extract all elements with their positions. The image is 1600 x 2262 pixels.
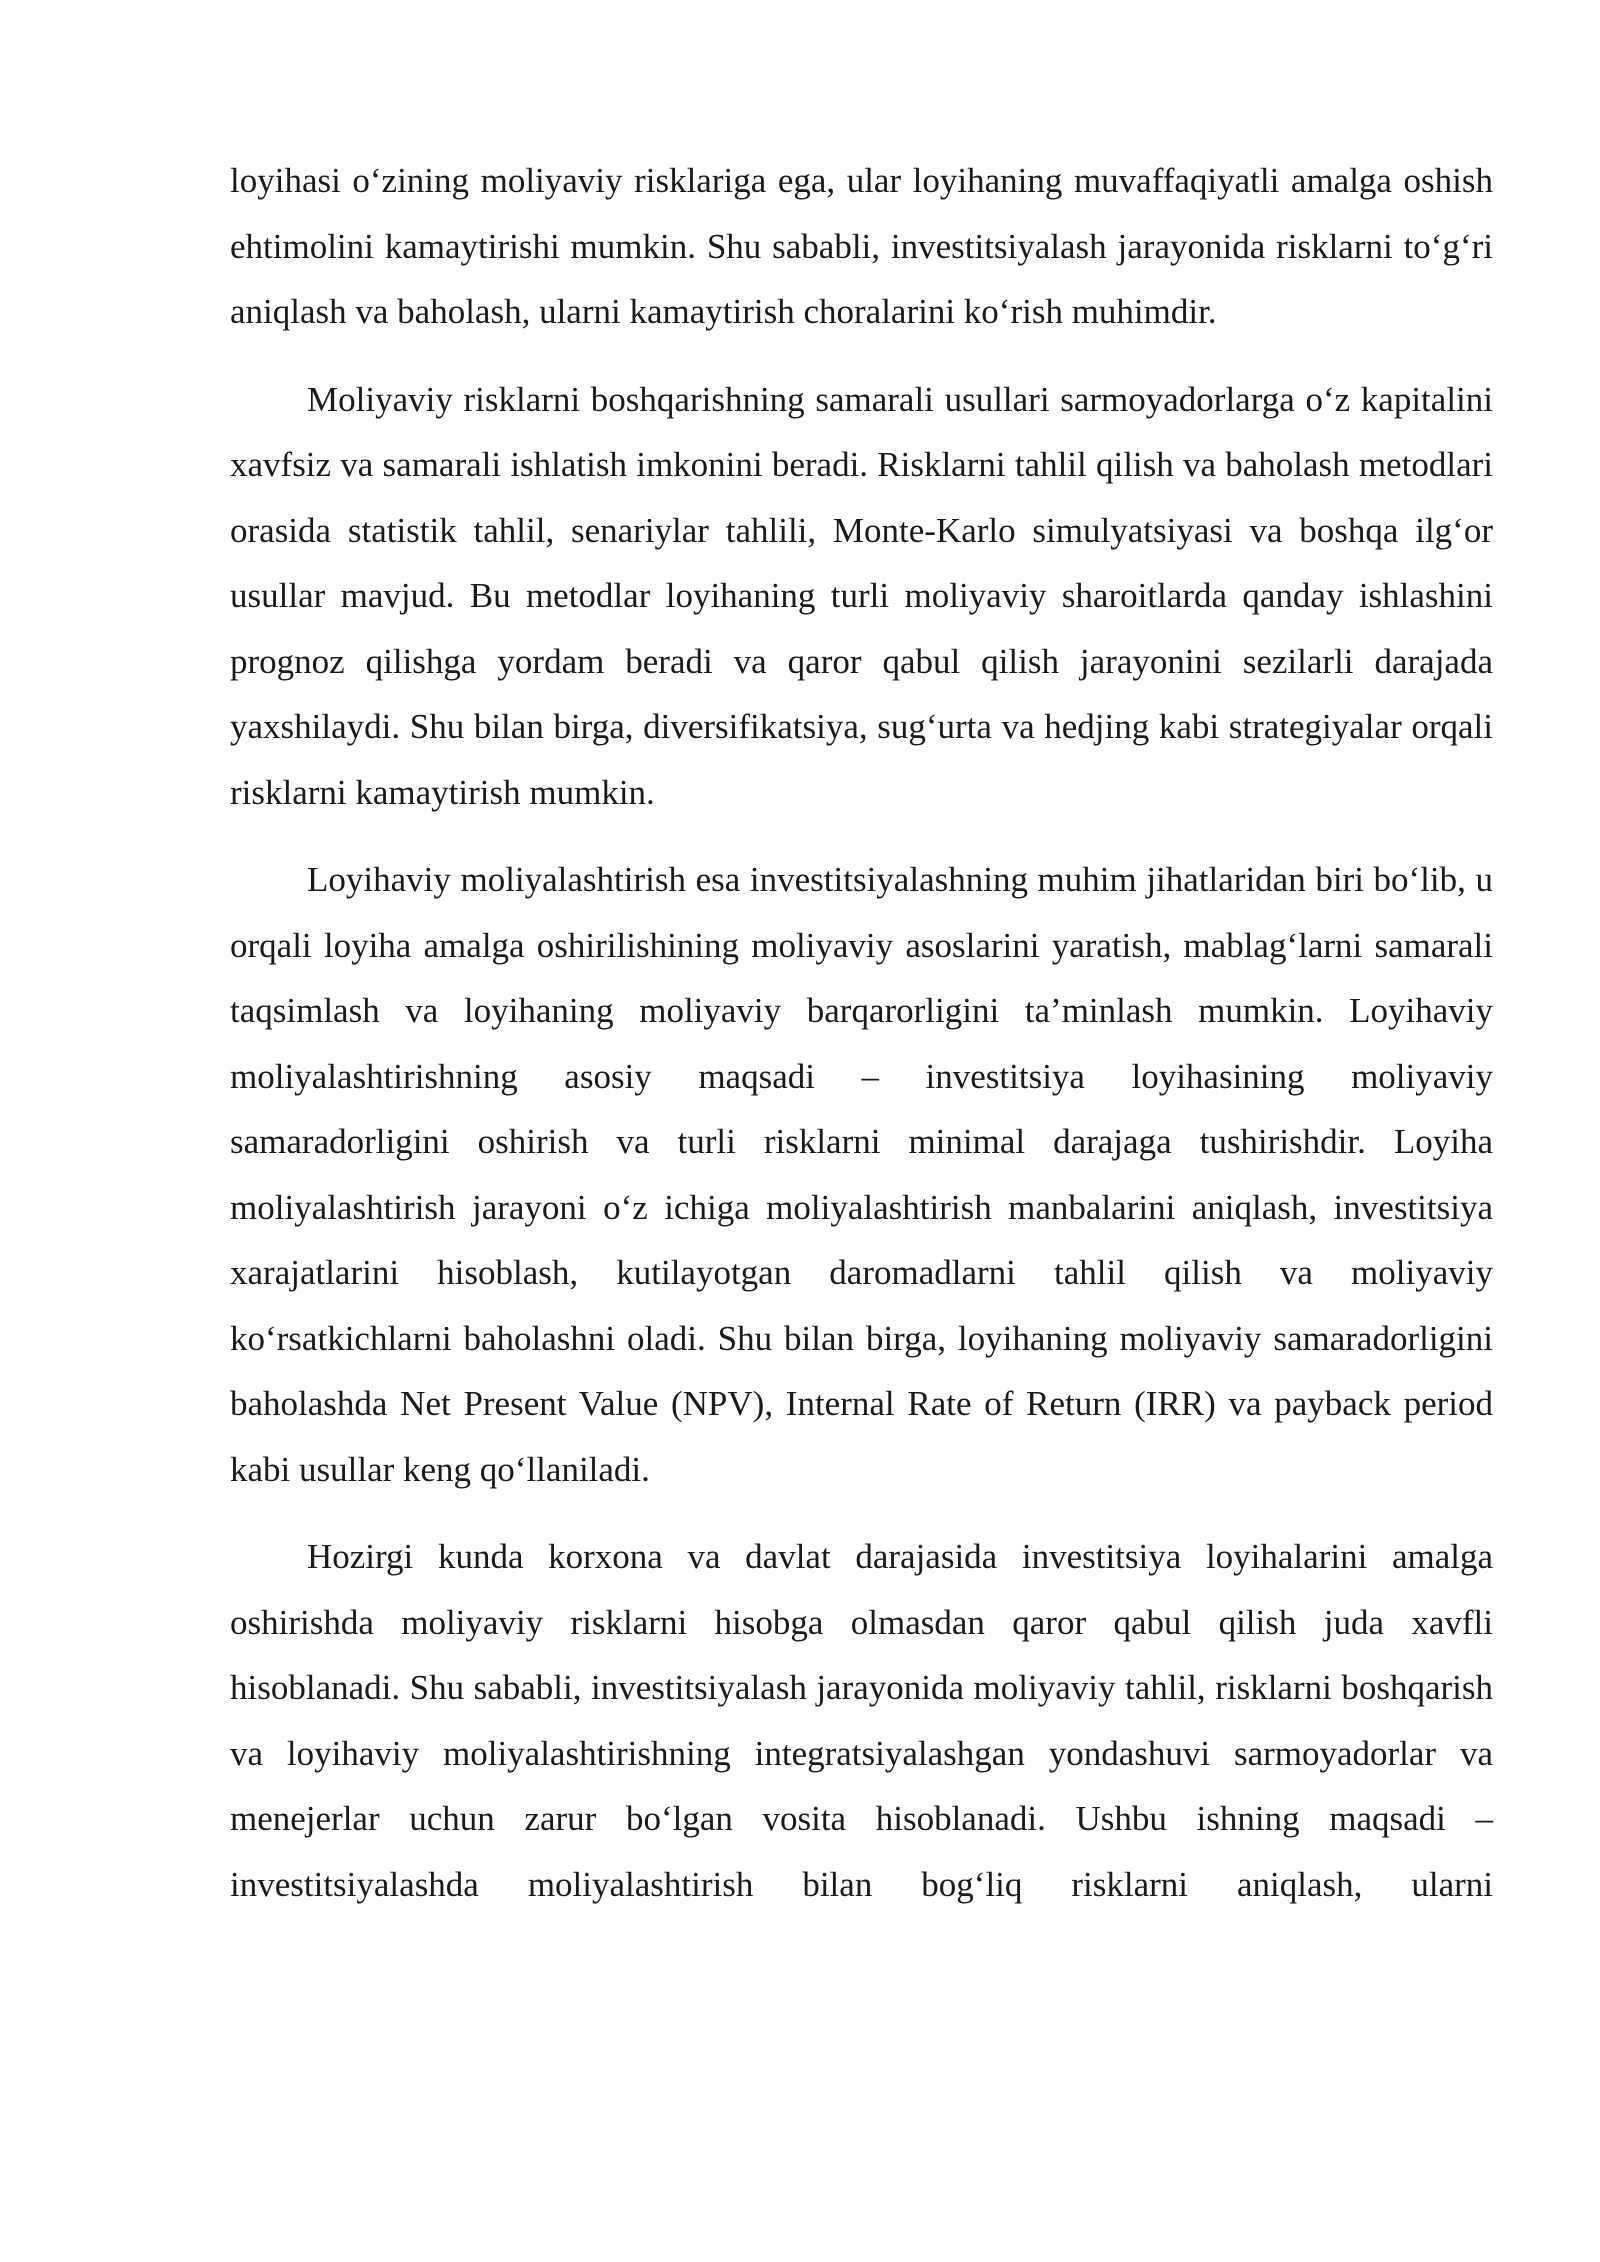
paragraph-project-financing: Loyihaviy moliyalashtirish esa investitsiyalashning muhim jihatlaridan biri bo‘lib, u orqali loyiha amalga oshirilishining moliyaviy asoslarini yaratish, mablag‘larni samarali taqsimlash va loyihaning moliyaviy barqarorligini ta’minlash mumkin. Loyihaviy moliyalashtirishning asosiy maqsadi – investitsiya loyihasining moliyaviy samaradorligini oshirish va turli risklarni minimal darajaga tushirishdir. Loyiha moliyalashtirish jarayoni o‘z ichiga moliyalashtirish manbalarini aniqlash, investitsiya xarajatlarini hisoblash, kutilayotgan daromadlarni tahlil qilish va moliyaviy ko‘rsatkichlarni baholashni oladi. Shu bilan birga, loyihaning moliyaviy samaradorligini baholashda Net Present Value (NPV), Internal Rate of Return (IRR) va payback period kabi usullar keng qo‘llaniladi. [230, 860, 1493, 1489]
paragraph-current-situation: Hozirgi kunda korxona va davlat darajasida investitsiya loyihalarini amalga oshirishda moliyaviy risklarni hisobga olmasdan qaror qabul qilish juda xavfli hisoblanadi. Shu sababli, investitsiyalash jarayonida moliyaviy tahlil, risklarni boshqarish va loyihaviy moliyalashtirishning integratsiyalashgan yondashuvi sarmoyadorlar va menejerlar uchun zarur bo‘lgan vosita hisoblanadi. Ushbu ishning maqsadi – investitsiyalashda moliyalashtirish bilan bog‘liq risklarni aniqlash, ularni [230, 1537, 1493, 1904]
paragraph-risk-management: Moliyaviy risklarni boshqarishning samarali usullari sarmoyadorlarga o‘z kapitalini xavfsiz va samarali ishlatish imkonini beradi. Risklarni tahlil qilish va baholash metodlari orasida statistik tahlil, senariylar tahlili, Monte-Karlo simulyatsiyasi va boshqa ilg‘or usullar mavjud. Bu metodlar loyihaning turli moliyaviy sharoitlarda qanday ishlashini prognoz qilishga yordam beradi va qaror qabul qilish jarayonini sezilarli darajada yaxshilaydi. Shu bilan birga, diversifikatsiya, sug‘urta va hedjing kabi strategiyalar orqali risklarni kamaytirish mumkin. [230, 379, 1493, 812]
document-body [230, 148, 1493, 1917]
paragraph-continuation: loyihasi o‘zining moliyaviy risklariga ega, ular loyihaning muvaffaqiyatli amalga oshish ehtimolini kamaytirishi mumkin. Shu sababli, investitsiyalash jarayonida risklarni to‘g‘ri aniqlash va baholash, ularni kamaytirish choralarini ko‘rish muhimdir. [230, 161, 1493, 331]
